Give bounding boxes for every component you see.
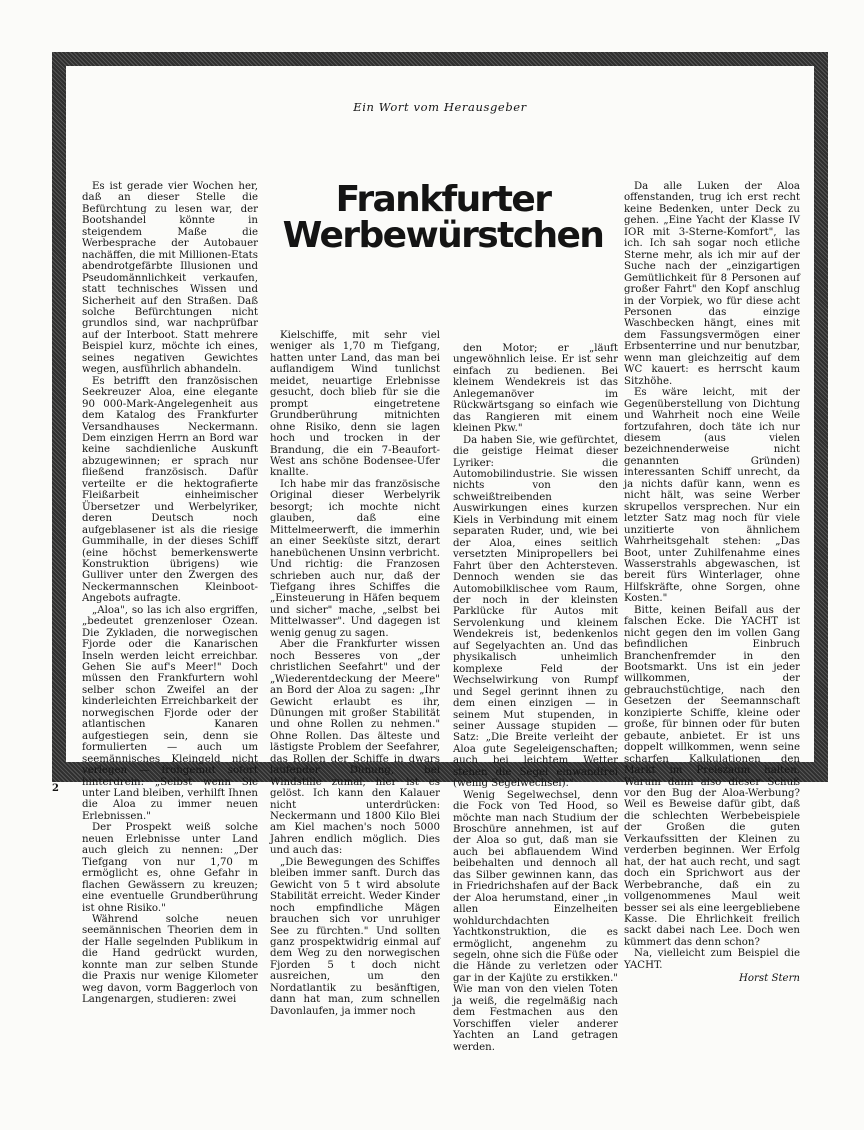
- paragraph: „Die Bewegungen des Schiffes bleiben immer sanft. Durch das Gewicht von 5 t wird absolute Stabilität erreicht. Weder Kinder noch empfindliche Mägen brauchen sich vor unruhiger See zu fürchten." Und sollten ganz prospektwidrig einmal auf dem Weg zu den norwegischen Fjorden 5 t doch nicht ausreichen, um den Nordatlantik zu besänftigen, dann hat man, zum schnellen Davonlaufen, ja immer noch: [270, 856, 441, 1017]
- text-column-2: [270, 330, 440, 1017]
- paragraph: Es ist gerade vier Wochen her, daß an dieser Stelle die Befürchtung zu lesen war, der Bootshandel könnte in steigendem Maße die Werbesprache der Autobauer nachäffen, die mit Millionen-Etats abendrotgefärbte Illusionen und Pseudomännlichkeit verkaufen, statt technisches Wissen und Sicherheit auf den Straßen. Daß solche Befürchtungen nicht grundlos sind, war nachprüfbar auf der Interboot. Statt mehrere Beispiel kurz, möchte ich eines, seines negativen Gewichtes wegen, ausführlich abhandeln.: [82, 181, 258, 376]
- paragraph: Es betrifft den französischen Seekreuzer Aloa, eine elegante 90 000-Mark-Angelegenheit aus dem Katalog des Frankfurter Versandhauses Neckermann. Dem einzigen Herrn an Bord war keine sachdienliche Auskunft abzugewinnen; er sprach nur fließend französisch. Dafür verteilte er die hektografierte Fleißarbeit einheimischer Übersetzer und Werbelyriker, deren Deutsch noch aufgeblasener ist als die riesige Gummihalle, in der dieses Schiff (eine höchst bemerkenswerte Konstruktion übrigens) wie Gulliver unter den Zwergen des Neckermannschen Kleinboot-Angebots aufragte.: [82, 375, 258, 605]
- headline-line-1: Frankfurter: [335, 179, 551, 220]
- headline: [268, 179, 618, 256]
- paragraph: Aber die Frankfurter wissen noch Besseres von „der christlichen Seefahrt" und der „Wiederentdeckung der Meere" an Bord der Aloa zu sagen: „Ihr Gewicht erlaubt es ihr, Dünungen mit großer Stabilität und ohne Rollen zu nehmen." Ohne Rollen. Das älteste und lästigste Problem der Seefahrer, das Rollen der Schiffe in dwars laufender Dünung, bei Windstille zumal, hier ist es gelöst. Ich kann den Kalauer nicht unterdrücken: Neckermann und 1800 Kilo Blei am Kiel machen's noch 5000 Jahren endlich möglich. Dies und auch das:: [270, 639, 440, 857]
- page-number: 2: [52, 783, 59, 794]
- paragraph: Da alle Luken der Aloa offenstanden, trug ich erst recht keine Bedenken, unter Deck zu gehen. „Eine Yacht der Klasse IV IOR mit 3-Sterne-Komfort", las ich. Ich sah sogar noch etliche Sterne mehr, als ich mir auf der Suche nach der „einzigartigen Gemütlichkeit für 8 Personen auf großer Fahrt" den Kopf anschlug in der Vorpiek, wo für diese acht Personen das einzige Waschbecken hängt, eines mit dem Fassungsvermögen einer Erbsenterrine und nur benutzbar, wenn man gleichzeitig auf dem WC kauert: es herrscht kaum Sitzhöhe.: [624, 181, 800, 387]
- text-column-1: [82, 181, 258, 1006]
- paragraph: Ich habe mir das französische Original dieser Werbelyrik besorgt; ich mochte nicht glauben, daß eine Mittelmeerwerft, die immerhin an einer Seeküste sitzt, derart hanebüchenen Unsinn verbricht. Und richtig: die Franzosen schrieben auch nur, daß der Tiefgang ihres Schiffes die „Einsteuerung in Häfen bequem und sicher" mache, „selbst bei Mittelwasser". Und dagegen ist wenig genug zu sagen.: [270, 478, 440, 639]
- paragraph: Während solche neuen seemännischen Theorien dem in der Halle segelnden Publikum in die Hand gedrückt wurden, konnte man zur selben Stunde die Praxis nur wenige Kilometer weg davon, vorm Baggerloch von Langenargen, studieren: zwei: [82, 914, 258, 1006]
- paragraph: Der Prospekt weiß solche neuen Erlebnisse unter Land auch gleich zu nennen: „Der Tiefgang von nur 1,70 m ermöglicht es, ohne Gefahr in flachen Gewässern zu kreuzen; eine eventuelle Grundberührung ist ohne Risiko.": [82, 822, 258, 914]
- paragraph: „Aloa", so las ich also ergriffen, „bedeutet grenzenloser Ozean. Die Zykladen, die norwegischen Fjorde oder die Kanarischen Inseln werden leicht erreichbar. Gehen Sie auf's Meer!" Doch müssen den Frankfurtern wohl selber schon Zweifel an der kinderleichten Erreichbarkeit der norwegischen Fjorde oder der atlantischen Kanaren aufgestiegen sein, denn sie formulierten — auch um seemännisches Kleingeld nicht verlegen — frohgemut sofort hinterdrein: „Selbst wenn Sie unter Land bleiben, verhilft Ihnen die Aloa zu immer neuen Erlebnissen.": [82, 604, 258, 822]
- headline-line-2: Werbewürstchen: [282, 215, 604, 256]
- section-kicker: Ein Wort vom Herausgeber: [353, 100, 527, 114]
- author-signature: Horst Stern: [739, 973, 800, 985]
- paragraph: Na, vielleicht zum Beispiel die YACHT.: [624, 948, 800, 971]
- text-column-3: [453, 343, 618, 1053]
- paragraph: Es wäre leicht, mit der Gegenüberstellung von Dichtung und Wahrheit noch eine Weile fortzufahren, doch täte ich nur diesem (aus vielen bezeichnenderweise nicht genannten Gründen) interessanten Schiff unrecht, da ja nichts dafür kann, wenn es nicht hält, was seine Werber skrupellos versprechen. Nur ein letzter Satz mag noch für viele unzitierte von ähnlichem Wahrheitsgehalt stehen: „Das Boot, unter Zuhilfenahme eines Wasserstrahls abgewaschen, ist bereit fürs Winterlager, ohne Hilfskräfte, ohne Sorgen, ohne Kosten.": [624, 387, 800, 605]
- paragraph: Wenig Segelwechsel, denn die Fock von Ted Hood, so möchte man nach Studium der Broschüre annehmen, ist auf der Aloa so gut, daß man sie auch bei abflauendem Wind beibehalten und dennoch all das Silber gewinnen kann, das in Friedrichshafen auf der Back der Aloa herumstand, einer „in allen Einzelheiten wohldurchdachten Yachtkonstruktion, die es ermöglicht, angenehm zu segeln, ohne sich die Füße oder die Hände zu verletzen oder gar in der Kajüte zu erstikken." Wie man von den vielen Toten ja weiß, die regelmäßig nach dem Festmachen aus den Vorschiffen vieler anderer Yachten an Land getragen werden.: [453, 789, 618, 1053]
- paragraph: Kielschiffe, mit sehr viel weniger als 1,70 m Tiefgang, hatten unter Land, das man bei auflandigem Wind tunlichst meidet, neuartige Erlebnisse gesucht, doch blieb für sie die prompt eingetretene Grundberührung mitnichten ohne Risiko, denn sie lagen hoch und trocken in der Brandung, die ein 7-Beaufort-West ans schöne Bodensee-Ufer knallte.: [270, 330, 440, 479]
- column-paragraphs: [624, 181, 800, 971]
- text-column-4: [624, 181, 800, 985]
- paragraph: Bitte, keinen Beifall aus der falschen Ecke. Die YACHT ist nicht gegen den im vollen Gang befindlichen Einbruch Branchenfremder in den Bootsmarkt. Uns ist ein jeder willkommen, der gebrauchstüchtige, nach den Gesetzen der Seemannschaft konzipierte Schiffe, kleine oder große, für binnen oder für buten gebaute, anbietet. Er ist uns doppelt willkommen, wenn seine scharfen Kalkulationen den Markt im Preiszaum halten. Warum dann also dieser Schuß vor den Bug der Aloa-Werbung? Weil es Beweise dafür gibt, daß die schlechten Werbebeispiele der Großen die guten Verkaufssitten der Kleinen zu verderben beginnen. Wer Erfolg hat, der hat auch recht, und sagt doch ein Sprichwort aus der Werbebranche, daß ein zu vollgenommenes Maul weit besser sei als eine leergebliebene Kasse. Die Ehrlichkeit freilich sackt dabei nach Lee. Doch wen kümmert das denn schon?: [624, 604, 800, 948]
- paragraph: den Motor; er „läuft ungewöhnlich leise. Er ist sehr einfach zu bedienen. Bei kleinem Wendekreis ist das Anlegemanöver im Rückwärtsgang so einfach wie das Rangieren mit einem kleinen Pkw.": [453, 343, 618, 435]
- paragraph: Da haben Sie, wie gefürchtet, die geistige Heimat dieser Lyriker: die Automobilindustrie. Sie wissen nichts von den schweißtreibenden Auswirkungen eines kurzen Kiels in Verbindung mit einem separaten Ruder, und, wie bei der Aloa, eines seitlich versetzten Minipropellers bei Fahrt über den Achtersteven. Dennoch wenden sie das Automobilklischee vom Raum, der noch in der kleinsten Parklücke für Autos mit Servolenkung und kleinem Wendekreis ist, bedenkenlos auf Segelyachten an. Und das physikalisch unheimlich komplexe Feld der Wechselwirkung von Rumpf und Segel gerinnt ihnen zu dem einen einzigen — in seinem Mut stupenden, in seiner Aussage stupiden — Satz: „Die Breite verleiht der Aloa gute Segeleigenschaften; auch bei leichtem Wetter stehen die Segel einwandfrei (wenig Segelwechsel).": [453, 434, 618, 790]
